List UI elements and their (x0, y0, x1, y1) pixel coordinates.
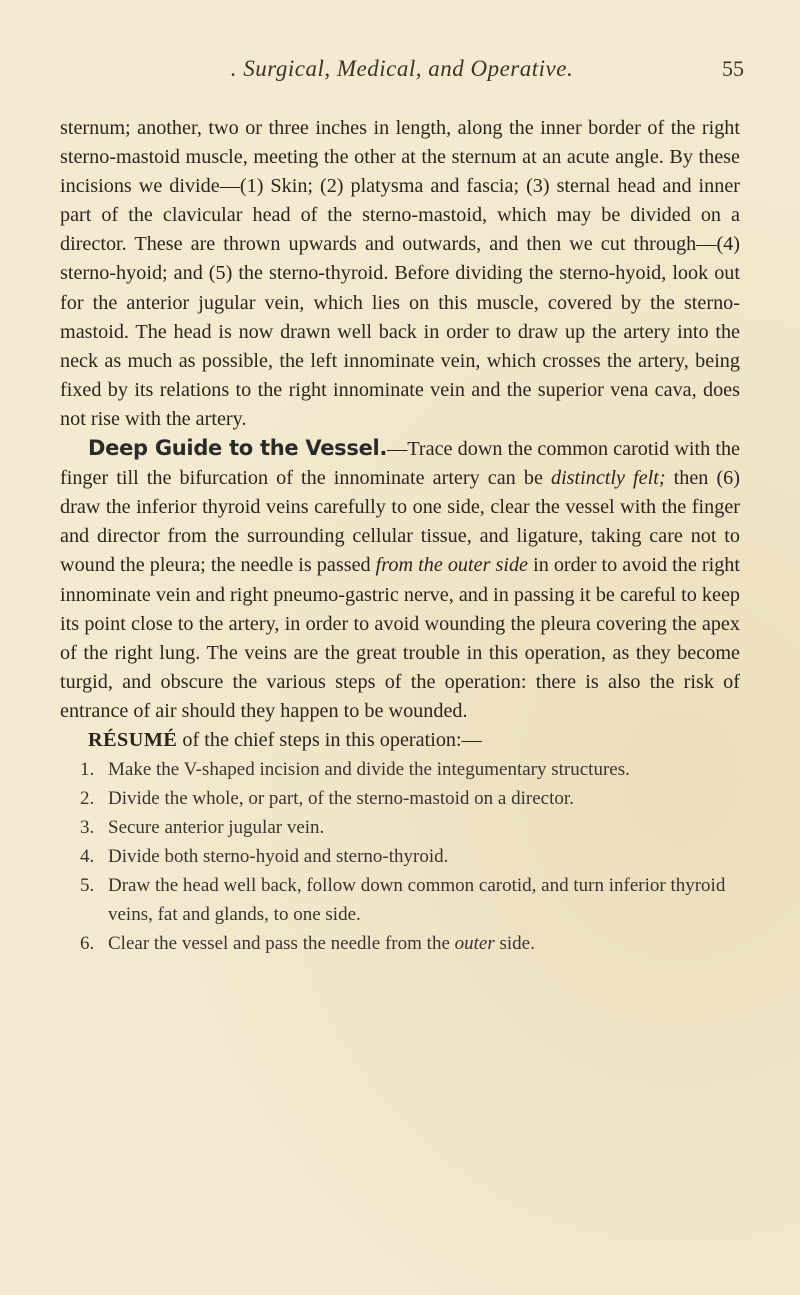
section-heading-resume: RÉSUMÉ (88, 728, 178, 751)
step-number: 2. (80, 788, 95, 810)
list-item (80, 755, 740, 784)
step-text: Draw the head well back, follow down common carotid, and turn inferior thyroid veins, fat and glands, to one side. (108, 875, 726, 926)
step-text-before: Clear the vessel and pass the needle from the (108, 933, 455, 955)
body-text (60, 114, 740, 958)
section-heading-deep-guide: Deep Guide to the Vessel. (88, 436, 388, 461)
list-item (80, 842, 740, 871)
paragraph-incisions: sternum; another, two or three inches in length, along the inner border of the right sterno-mastoid muscle, meeting the other at the sternum at an acute angle. By these incisions we divide—(1) Skin; (2) platysma and fascia; (3) sternal head and inner part of the clavicular head of the sterno-mastoid, which may be divided on a director. These are thrown upwards and outwards, and then we cut through—(4) sterno-hyoid; and (5) the sterno-thyroid. Before dividing the sterno-hyoid, look out for the anterior jugular vein, which lies on this muscle, covered by the sterno-mastoid. The head is now drawn well back in order to draw up the artery into the neck as much as possible, the left innominate vein, which crosses the artery, being fixed by its relations to the right innominate vein and the superior vena cava, does not rise with the artery. (60, 117, 740, 430)
step-text: Divide the whole, or part, of the sterno-mastoid on a director. (108, 788, 574, 810)
list-item (80, 813, 740, 842)
list-item (80, 784, 740, 813)
deep-guide-text-3: in order to avoid the right innominate vein and right pneumo-gastric nerve, and in passing it be careful to keep its point close to the artery, in order to avoid wounding the pleura covering the apex of the right lung. The veins are the great trouble in this operation, as they become turgid, and obscure the various steps of the operation: there is also the risk of entrance of air should they happen to be wounded. (60, 554, 740, 722)
step-text-after: side. (494, 933, 535, 955)
deep-guide-text-2: then (6) draw the inferior thyroid veins carefully to one side, clear the vessel with the finger and director from the surrounding cellular tissue, and ligature, taking care not to wound the pleura; the needle is passed (60, 467, 740, 577)
step-number: 1. (80, 759, 95, 781)
paragraph-resume (60, 726, 740, 755)
step-number: 5. (80, 875, 95, 897)
list-item (80, 929, 740, 958)
step-number: 6. (80, 933, 95, 955)
running-head (60, 56, 744, 86)
step-text: Make the V-shaped incision and divide the integumentary structures. (108, 759, 630, 781)
step-text: Secure anterior jugular vein. (108, 817, 325, 839)
step-text: Divide both sterno-hyoid and sterno-thyroid. (108, 846, 449, 868)
step-text-emphasis: outer (454, 933, 495, 955)
list-item (80, 871, 740, 929)
page-number: 55 (722, 56, 744, 81)
steps-list (60, 755, 740, 958)
paragraph-deep-guide (60, 434, 740, 726)
step-number: 3. (80, 817, 95, 839)
resume-intro: of the chief steps in this operation:— (177, 728, 482, 751)
step-text (108, 929, 740, 958)
running-title: . Surgical, Medical, and Operative. (230, 56, 574, 81)
deep-guide-emphasis-2: from the outer side (375, 554, 529, 577)
deep-guide-emphasis-1: distinctly felt; (550, 467, 666, 490)
step-number: 4. (80, 846, 95, 868)
deep-guide-text-1: —Trace down the common carotid with the finger till the bifurcation of the innominate artery can be (60, 438, 740, 490)
